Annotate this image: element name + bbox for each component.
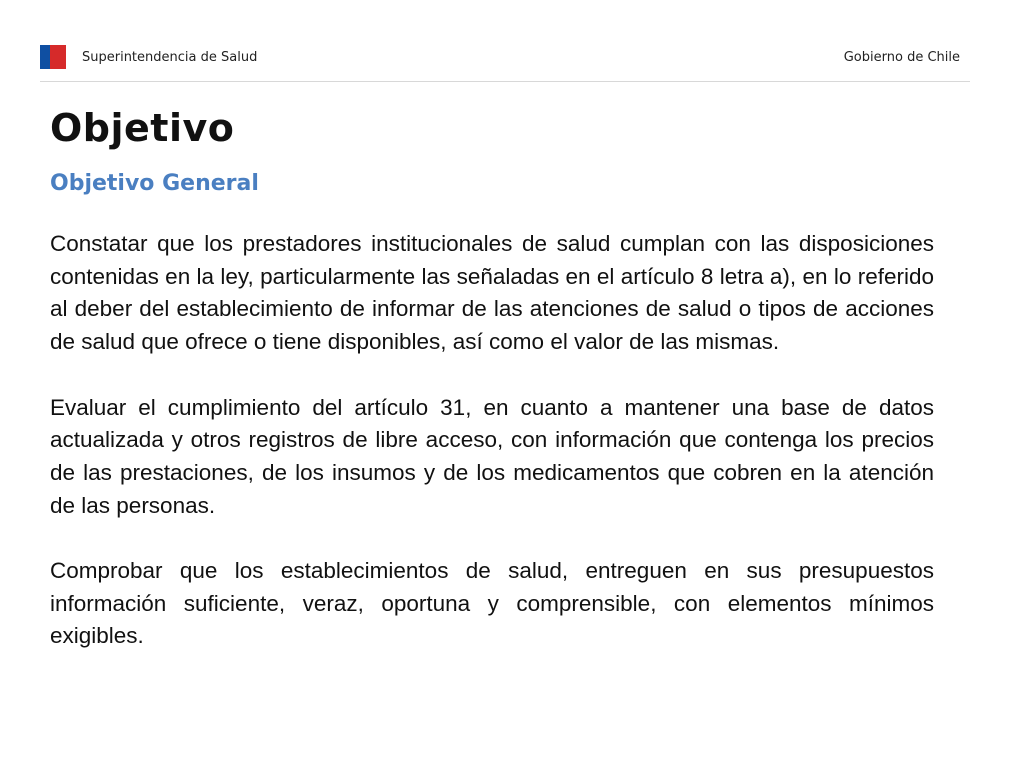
organization-name: Superintendencia de Salud <box>82 50 258 65</box>
slide-body <box>50 228 934 653</box>
flag-blue-stripe <box>40 45 50 69</box>
body-paragraph: Comprobar que los establecimientos de salud, entreguen en sus presupuestos información suficiente, veraz, oportuna y comprensible, con elementos mínimos exigibles. <box>50 558 934 649</box>
body-paragraph: Constatar que los prestadores institucionales de salud cumplan con las disposiciones contenidas en la ley, particularmente las señaladas en el artículo 8 letra a), en lo referido al deber del establecimiento de informar de las atenciones de salud o tipos de acciones de salud que ofrece o tiene disponibles, así como el valor de las mismas. <box>50 231 934 355</box>
slide-header <box>40 45 970 82</box>
body-paragraph: Evaluar el cumplimiento del artículo 31, en cuanto a mantener una base de datos actualizada y otros registros de libre acceso, con información que contenga los precios de las prestaciones, de los insumos y de los medicamentos que cobren en la atención de las personas. <box>50 394 934 518</box>
flag-red-stripe <box>50 45 66 69</box>
slide-subtitle: Objetivo General <box>50 171 259 196</box>
chile-flag-logo <box>40 45 66 69</box>
government-name: Gobierno de Chile <box>843 50 960 65</box>
slide-title: Objetivo <box>50 106 235 150</box>
